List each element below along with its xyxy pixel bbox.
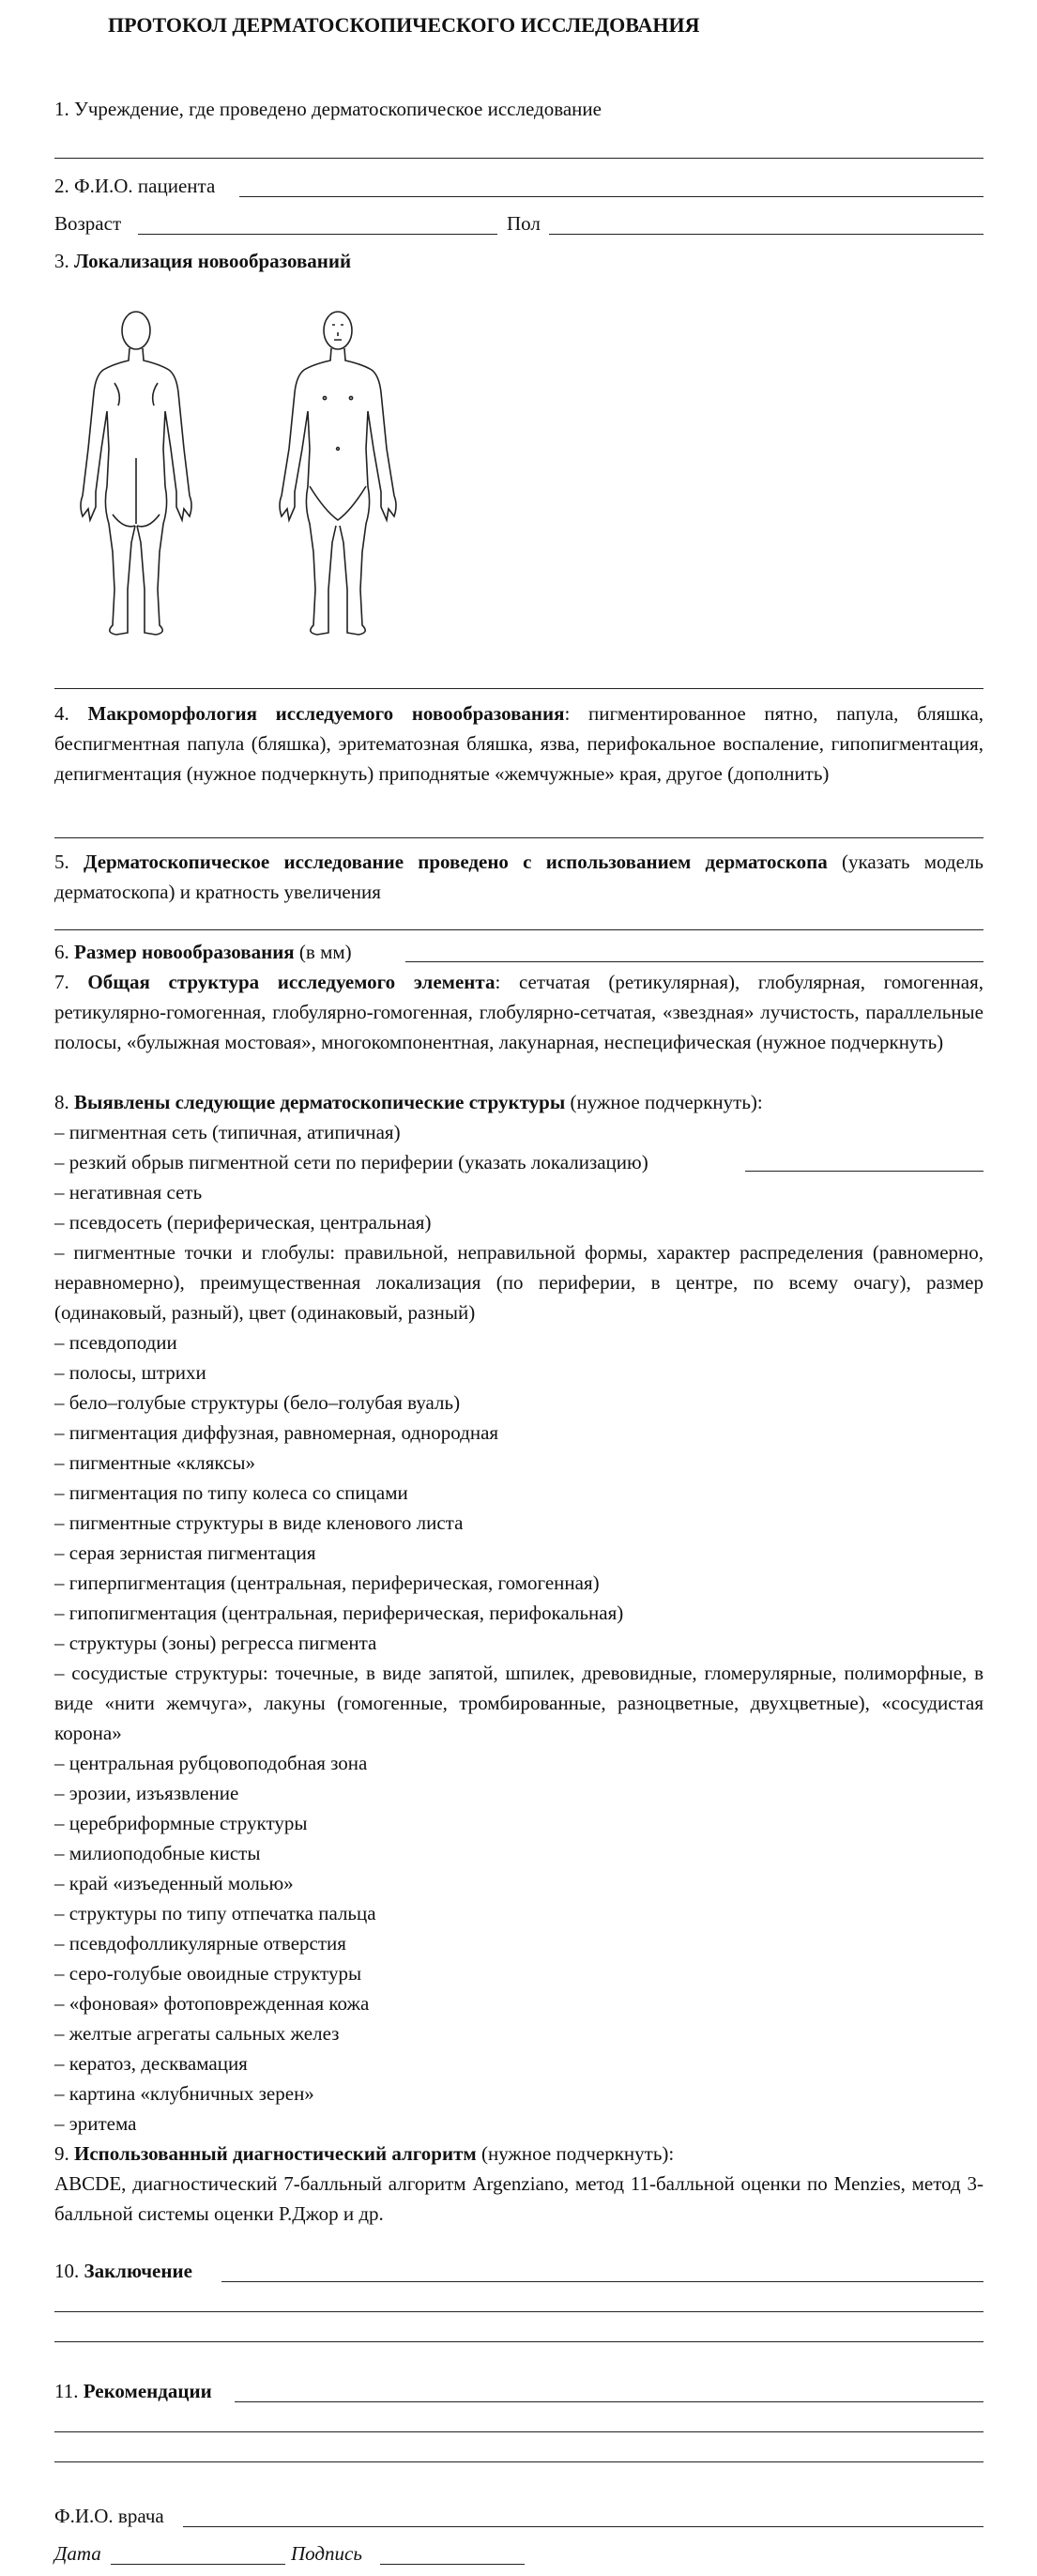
list-item: – желтые агрегаты сальных желез [54, 2022, 340, 2045]
institution-field[interactable] [54, 158, 984, 159]
section-2-label: 2. Ф.И.О. пациента [54, 175, 216, 197]
section-11-label: 11. Рекомендации [54, 2380, 212, 2402]
body-back-figure[interactable] [75, 308, 197, 638]
section-4-text: 4. Макроморфология исследуемого новообразования: пигментированное пятно, папула, бляшка, беспигментная папула (бляшка), эритематозная бляшка, язва, перифокальное воспаление, гипопигментация, депигментация (нужное подчеркнуть) приподнятые «жемчужные» края, другое (дополнить) [54, 702, 984, 785]
date-field[interactable] [111, 2564, 285, 2565]
list-item: – резкий обрыв пигментной сети по периферии (указать локализацию) [54, 1151, 648, 1173]
list-item: – пигментная сеть (типичная, атипичная) [54, 1121, 401, 1143]
doctor-label: Ф.И.О. врача [54, 2505, 164, 2527]
localization-note-field[interactable] [745, 1171, 984, 1172]
list-item: – пигментация диффузная, равномерная, однородная [54, 1421, 499, 1444]
sex-label: Пол [507, 212, 541, 235]
list-item: – структуры по типу отпечатка пальца [54, 1902, 376, 1924]
list-item: – пигментация по типу колеса со спицами [54, 1481, 408, 1504]
list-item: – картина «клубничных зерен» [54, 2082, 314, 2105]
age-label: Возраст [54, 212, 122, 235]
conclusion-field-1[interactable] [221, 2281, 984, 2282]
section-6-label: 6. Размер новообразования (в мм) [54, 941, 352, 963]
list-item: – церебриформные структуры [54, 1812, 308, 1834]
sex-field[interactable] [549, 234, 984, 235]
recommendations-field-1[interactable] [235, 2401, 984, 2402]
list-item: – милиоподобные кисты [54, 1842, 261, 1864]
body-front-figure[interactable] [272, 308, 404, 638]
list-item: – серая зернистая пигментация [54, 1541, 316, 1564]
recommendations-field-2[interactable] [54, 2431, 984, 2432]
patient-name-field[interactable] [239, 196, 984, 197]
list-item: – гиперпигментация (центральная, периферическая, гомогенная) [54, 1572, 600, 1594]
list-item: – бело–голубые структуры (бело–голубая вуаль) [54, 1391, 461, 1414]
list-item: – эритема [54, 2112, 137, 2135]
list-item: – полосы, штрихи [54, 1361, 206, 1384]
age-field[interactable] [138, 234, 497, 235]
list-item: – эрозии, изъязвление [54, 1782, 239, 1804]
section-7-text: 7. Общая структура исследуемого элемента: сетчатая (ретикулярная), глобулярная, гомогенная, ретикулярно-гомогенная, глобулярно-гомогенная, глобулярно-сетчатая, «звездная» лучистость, параллельные полосы, «булыжная мостовая», многокомпонентная, лакунарная, неспецифическая (нужное подчеркнуть) [54, 971, 984, 1053]
list-item: – псевдофолликулярные отверстия [54, 1932, 346, 1955]
list-item: – псевдоподии [54, 1331, 177, 1354]
list-item: – сосудистые структуры: точечные, в виде запятой, шпилек, древовидные, гломерулярные, полиморфные, в виде «нити жемчуга», лакуны (гомогенные, тромбированные, разноцветные, двухцветные), «сосудистая корона» [54, 1662, 984, 1744]
list-item: – негативная сеть [54, 1181, 203, 1204]
section-9-label: 9. Использованный диагностический алгоритм (нужное подчеркнуть): [54, 2142, 675, 2165]
date-label: Дата [54, 2542, 101, 2565]
size-field[interactable] [405, 961, 984, 962]
list-item: – пигментные точки и глобулы: правильной, неправильной формы, характер распределения (равномерно, неравномерно), преимущественная локализация (по периферии, в центре, по всему очагу), размер (одинаковый, разный), цвет (одинаковый, разный) [54, 1241, 984, 1324]
list-item: – край «изъеденный молью» [54, 1872, 294, 1894]
section-8-label: 8. Выявлены следующие дерматоскопические структуры (нужное подчеркнуть): [54, 1091, 763, 1113]
section-1-label: 1. Учреждение, где проведено дерматоскопическое исследование [54, 98, 602, 120]
conclusion-field-3[interactable] [54, 2341, 984, 2342]
list-item: – пигментные структуры в виде кленового листа [54, 1511, 464, 1534]
signature-label: Подпись [291, 2542, 362, 2565]
list-item: – гипопигментация (центральная, периферическая, перифокальная) [54, 1602, 624, 1624]
list-item: – структуры (зоны) регресса пигмента [54, 1632, 377, 1654]
dermatoscope-field[interactable] [54, 929, 984, 930]
list-item: – «фоновая» фотоповрежденная кожа [54, 1992, 370, 2015]
list-item: – кератоз, десквамация [54, 2052, 248, 2075]
signature-field[interactable] [380, 2564, 525, 2565]
localization-field[interactable] [54, 688, 984, 689]
section-3-label: 3. Локализация новообразований [54, 250, 352, 272]
doctor-name-field[interactable] [183, 2526, 984, 2527]
section-10-label: 10. Заключение [54, 2260, 192, 2282]
section-5-text: 5. Дерматоскопическое исследование проведено с использованием дерматоскопа (указать модель дерматоскопа) и кратность увеличения [54, 851, 984, 903]
list-item: – серо-голубые овоидные структуры [54, 1962, 362, 1985]
document-title: ПРОТОКОЛ ДЕРМАТОСКОПИЧЕСКОГО ИССЛЕДОВАНИЯ [108, 13, 700, 37]
macromorphology-field[interactable] [54, 837, 984, 838]
section-9-body: ABCDE, диагностический 7-балльный алгоритм Argenziano, метод 11-балльной оценки по Menzies, метод 3-балльной системы оценки Р.Джор и др. [54, 2172, 984, 2225]
list-item: – центральная рубцовоподобная зона [54, 1752, 368, 1774]
recommendations-field-3[interactable] [54, 2461, 984, 2462]
list-item: – пигментные «кляксы» [54, 1451, 255, 1474]
conclusion-field-2[interactable] [54, 2311, 984, 2312]
list-item: – псевдосеть (периферическая, центральная) [54, 1211, 432, 1234]
